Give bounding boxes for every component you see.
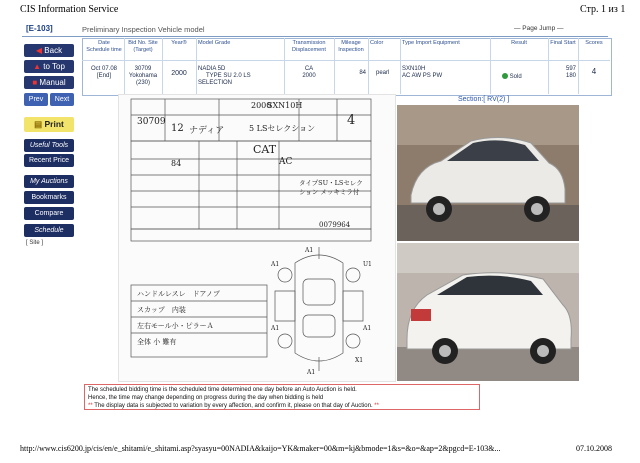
prev-button[interactable]: Prev (24, 93, 48, 106)
sheet-year: 12 (171, 123, 184, 134)
damage-mark: A1 (271, 325, 280, 332)
damage-mark: A1 (363, 325, 372, 332)
col-mileage: Mileage Inspection (338, 40, 364, 53)
damage-mark: A1 (307, 369, 316, 376)
cell-mileage: 84 (359, 70, 366, 76)
sheet-disp: 2000 (251, 101, 272, 110)
sheet-grade: 5 LSセレクション (249, 124, 316, 133)
site-link[interactable]: [ Site ] (26, 240, 44, 246)
car-photo-front[interactable] (397, 105, 579, 241)
inspection-sheet (118, 94, 396, 382)
damage-mark: X1 (355, 357, 364, 364)
col-date: Date Schedule time (86, 40, 122, 53)
section-indicator[interactable]: Section:[ RV(2) ] (458, 96, 510, 103)
sheet-chassis: 0079964 (319, 221, 351, 229)
car-photo-rear[interactable] (397, 243, 579, 381)
col-type: Type Import Equipment (402, 40, 460, 46)
printer-icon: ▤ (34, 119, 43, 129)
sheet-lot: 30709 (137, 117, 166, 127)
damage-mark: U1 (363, 261, 372, 268)
col-color: Color (370, 40, 384, 46)
useful-tools-button[interactable]: Useful Tools (24, 139, 74, 152)
col-final: Final Start (550, 40, 576, 46)
sheet-equip: タイプSU・LSセレクション メッキミラ付 (299, 179, 363, 196)
cell-trans: CA 2000 (302, 66, 316, 79)
notice-line-2: Hence, the time may change depending on progress during the day when bidding is held (88, 395, 324, 401)
sheet-code: SXN10H (267, 101, 303, 110)
col-scores: Scores (585, 40, 603, 46)
cell-bid[interactable]: 30709 Yokohama (230) (128, 66, 158, 86)
back-button[interactable]: ◀ Back (24, 44, 74, 57)
print-url: http://www.cis6200.jp/cis/en/e_shitami/e_shitami.asp?syasyu=00NADIA&kaijo=YK&maker=00&m=kj&bmode=1&s=&o=&ap=2&pgcd=E-103&... (20, 444, 501, 453)
recent-price-button[interactable]: Recent Price (24, 154, 74, 167)
page-code: [E-103] (26, 24, 53, 33)
sheet-notes-4: 全体 小 難有 (137, 338, 177, 346)
page-title: Preliminary Inspection Vehicle model (82, 25, 205, 34)
car-photo-rear-image (397, 243, 579, 381)
print-date: 07.10.2008 (576, 444, 612, 453)
print-button[interactable]: ▤ Print (24, 117, 74, 132)
to-top-button[interactable]: ▲ to Top (24, 60, 74, 73)
col-trans: Transmission Displacement (292, 40, 326, 53)
cell-color: pearl (376, 70, 390, 76)
col-result: Result (511, 40, 527, 46)
print-site-title: CIS Information Service (20, 4, 119, 15)
sheet-notes-3: 左右モール小・ピラーＡ (137, 322, 214, 330)
cell-score: 4 (591, 67, 597, 76)
cell-type: SXN10H AC AW PS PW (402, 66, 443, 79)
damage-mark: A1 (305, 247, 314, 254)
manual-button[interactable]: ■ Manual (24, 76, 74, 89)
cell-model: NADIA 5D TYPE SU 2.0 LS SELECTION (198, 66, 251, 86)
damage-mark: A1 (271, 261, 280, 268)
notice-line-1: The scheduled bidding time is the scheduled time determined one day before an Auto Auction is held. (88, 387, 357, 393)
sheet-notes-2: スカップ 内装 (137, 306, 186, 314)
col-model: Model Grade (198, 40, 231, 46)
sheet-mileage: 84 (171, 159, 182, 168)
page-jump-link[interactable]: — Page Jump — (514, 25, 564, 32)
car-photo-front-image (397, 105, 579, 241)
notice-box (84, 384, 480, 410)
cell-year: 2000 (171, 70, 187, 77)
col-bid: Bid No. Site (Target) (128, 40, 158, 53)
sheet-score: 4 (347, 113, 356, 128)
print-page-count: Стр. 1 из 1 (580, 4, 626, 15)
book-icon: ■ (32, 78, 38, 87)
cell-result: Sold (502, 73, 546, 81)
up-arrow-icon: ▲ (33, 62, 42, 71)
sheet-ac: AC (279, 157, 293, 167)
sheet-notes-1: ハンドルレスレ ドアノブ (137, 290, 220, 298)
notice-line-3: ** The display data is subjected to variation by every affection, and confirm it, please on that day of Auction. ** (88, 403, 379, 409)
col-year: Year® (171, 40, 187, 46)
schedule-button[interactable]: Schedule (24, 224, 74, 237)
compare-button[interactable]: Compare (24, 207, 74, 220)
sheet-model: ナディア (189, 126, 225, 136)
sheet-trans: CAT (253, 143, 277, 156)
next-button[interactable]: Next (50, 93, 74, 106)
sold-dot-icon (502, 73, 508, 79)
my-auctions-button[interactable]: My Auctions (24, 175, 74, 188)
cell-date: Oct 07.08 [End] (90, 66, 117, 79)
cell-final: 597 180 (565, 66, 576, 79)
back-arrow-icon: ◀ (35, 46, 43, 55)
bookmarks-button[interactable]: Bookmarks (24, 191, 74, 204)
